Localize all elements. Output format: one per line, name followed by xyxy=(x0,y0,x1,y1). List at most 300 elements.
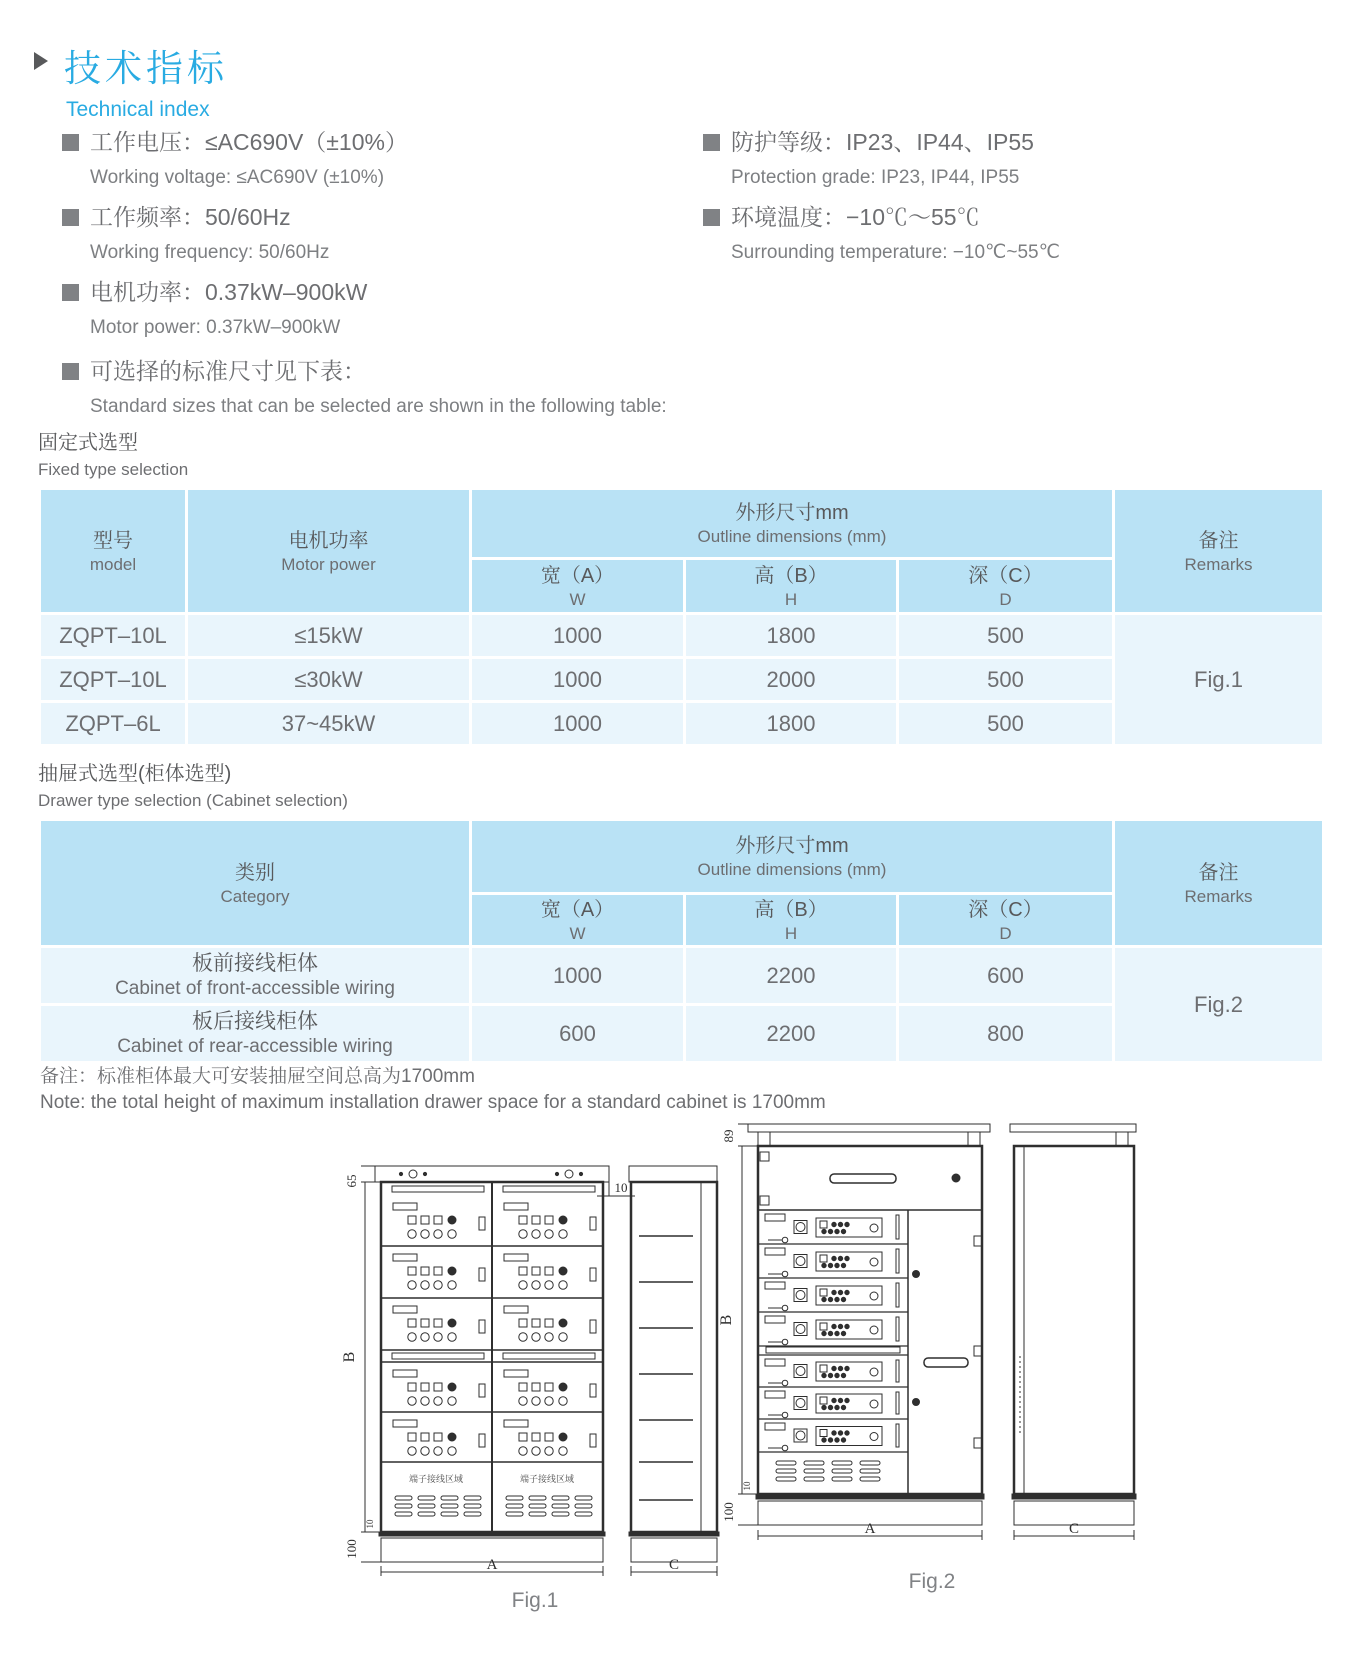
panel-dot xyxy=(828,1438,832,1442)
spec-protection-grade xyxy=(703,128,1323,190)
panel-dial xyxy=(870,1400,878,1408)
panel-dot xyxy=(822,1405,826,1409)
cell-power: ≤30kW xyxy=(187,658,471,702)
vent-slot xyxy=(860,1461,880,1465)
fig2-top-cap xyxy=(748,1124,990,1132)
vent-slot xyxy=(575,1512,592,1516)
vent-slot xyxy=(529,1496,546,1500)
header-en: model xyxy=(89,554,137,574)
drawer-button xyxy=(408,1281,416,1289)
drawer-button xyxy=(519,1216,527,1224)
drawer-lock xyxy=(590,1268,596,1281)
drawer-button xyxy=(408,1397,416,1405)
drawer-button xyxy=(519,1383,527,1391)
fig2-caption: Fig.2 xyxy=(908,1570,956,1593)
fig1-side-body xyxy=(631,1182,717,1532)
drawer-indicator xyxy=(448,1433,456,1441)
drawer-button xyxy=(434,1216,442,1224)
footnote-en: Note: the total height of maximum installation drawer space for a standard cabinet is 1700mm xyxy=(40,1092,826,1113)
bullet-square-icon xyxy=(703,134,720,151)
drawer-button xyxy=(532,1230,540,1238)
drawer-handle xyxy=(766,1347,900,1353)
panel-dot xyxy=(828,1263,832,1267)
col-header-model xyxy=(40,489,187,614)
section-label-en: Drawer type selection (Cabinet selection) xyxy=(38,791,348,810)
drawer-slot xyxy=(896,1283,899,1307)
interlock-knob xyxy=(782,1237,788,1243)
drawer-label-plate xyxy=(393,1370,417,1377)
drawer-label-plate xyxy=(504,1370,528,1377)
drawer-button xyxy=(532,1433,540,1441)
drawer-button xyxy=(532,1383,540,1391)
spec-label-en: Motor power: 0.37kW–900kW xyxy=(90,317,341,338)
bullet-square-icon xyxy=(703,209,720,226)
panel-dot xyxy=(832,1256,836,1260)
panel-dot xyxy=(845,1366,849,1370)
drawer-slot xyxy=(896,1317,899,1341)
drawer-button xyxy=(559,1333,567,1341)
panel-dot xyxy=(822,1331,826,1335)
drawer-label-plate xyxy=(765,1423,785,1430)
drawer-button xyxy=(421,1281,429,1289)
drawer-button xyxy=(421,1383,429,1391)
cell-depth: 600 xyxy=(898,947,1114,1005)
fig2-side-body xyxy=(1014,1146,1134,1494)
drawer-lock xyxy=(590,1217,596,1230)
drawer-button xyxy=(448,1397,456,1405)
interlock-knob xyxy=(782,1305,788,1311)
cell-height: 2200 xyxy=(685,1005,898,1063)
vent-slot xyxy=(776,1477,796,1481)
vent-slot xyxy=(860,1469,880,1473)
panel-dot xyxy=(822,1297,826,1301)
vent-slot xyxy=(529,1512,546,1516)
col-header-width xyxy=(471,894,685,947)
panel-button xyxy=(820,1255,827,1262)
fig1-dim-offset: 10 xyxy=(365,1519,375,1529)
drawer-button xyxy=(519,1433,527,1441)
rotary-switch xyxy=(796,1367,805,1376)
section-label-zh: 固定式选型 xyxy=(38,432,138,454)
panel-button xyxy=(820,1397,827,1404)
panel-dot xyxy=(838,1431,842,1435)
spec-working-voltage xyxy=(62,128,682,190)
panel-dot xyxy=(822,1263,826,1267)
panel-button xyxy=(820,1365,827,1372)
vent-slot xyxy=(506,1512,523,1516)
drawer-button xyxy=(434,1383,442,1391)
panel-dial xyxy=(870,1292,878,1300)
category-zh: 板后接线柜体 xyxy=(192,1010,318,1033)
vent-slot xyxy=(575,1496,592,1500)
fig2-dim-width: A xyxy=(864,1521,876,1537)
drawer-label-plate xyxy=(504,1306,528,1313)
page-title: 技术指标 xyxy=(64,48,228,89)
spec-column-right xyxy=(703,128,1323,278)
drawer-button xyxy=(421,1230,429,1238)
interlock-knob xyxy=(782,1271,788,1277)
fig1-side-cap xyxy=(629,1166,717,1182)
spec-motor-power xyxy=(62,278,682,340)
header-en: H xyxy=(784,589,798,609)
vent-slot xyxy=(552,1504,569,1508)
drawer-handle xyxy=(392,1186,484,1192)
drawer-button xyxy=(408,1267,416,1275)
cell-model: ZQPT–6L xyxy=(40,702,187,746)
cell-power: 37~45kW xyxy=(187,702,471,746)
cell-width: 600 xyxy=(471,1005,685,1063)
fig2-dim-offset: 10 xyxy=(742,1481,752,1491)
panel-dot xyxy=(828,1331,832,1335)
spec-label-zh: 可选择的标准尺寸见下表： xyxy=(90,358,366,384)
drawer-type-section-label xyxy=(38,757,348,811)
header-zh: 深（C） xyxy=(968,564,1043,587)
fig2-dim-depth: C xyxy=(1068,1521,1080,1537)
spec-standard-sizes xyxy=(62,357,682,419)
drawer-indicator xyxy=(559,1216,567,1224)
drawer-label-plate xyxy=(765,1391,785,1398)
panel-dot xyxy=(828,1297,832,1301)
drawer-button xyxy=(421,1333,429,1341)
panel-dot xyxy=(822,1373,826,1377)
header-zh: 备注 xyxy=(1198,529,1239,552)
header-zh: 型号 xyxy=(93,529,133,552)
drawer-button xyxy=(408,1216,416,1224)
vent-slot xyxy=(776,1469,796,1473)
spec-label-zh: 工作频率：50/60Hz xyxy=(90,204,291,230)
cell-width: 1000 xyxy=(471,947,685,1005)
drawer-button xyxy=(421,1267,429,1275)
fig2-top-handle xyxy=(830,1174,896,1183)
drawer-label-plate xyxy=(504,1203,528,1210)
drawer-label-plate xyxy=(765,1359,785,1366)
panel-dial xyxy=(870,1224,878,1232)
drawer-indicator xyxy=(448,1319,456,1327)
drawer-button xyxy=(532,1397,540,1405)
drawer-button xyxy=(545,1383,553,1391)
panel-dot xyxy=(832,1366,836,1370)
header-en: Remarks xyxy=(1184,886,1253,906)
rotary-switch xyxy=(796,1431,805,1440)
panel-dot xyxy=(822,1438,826,1442)
drawer-lock xyxy=(479,1384,485,1397)
spec-ambient-temperature xyxy=(703,203,1323,265)
drawer-type-table xyxy=(38,818,1325,1064)
col-header-outline-dimensions xyxy=(471,489,1114,559)
drawer-label-plate xyxy=(393,1420,417,1427)
vent-slot xyxy=(395,1496,412,1500)
drawer-button xyxy=(408,1383,416,1391)
drawer-button xyxy=(421,1319,429,1327)
interlock-knob xyxy=(782,1445,788,1451)
drawer-button xyxy=(421,1216,429,1224)
header-zh: 高（B） xyxy=(754,898,828,921)
header-en: Outline dimensions (mm) xyxy=(697,527,887,546)
vent-slot xyxy=(832,1461,852,1465)
fig1-dim-height: B xyxy=(341,1351,358,1363)
panel-dot xyxy=(835,1438,839,1442)
drawer-button xyxy=(532,1333,540,1341)
page-header xyxy=(30,38,228,122)
drawer-slot xyxy=(896,1392,899,1414)
drawer-button xyxy=(408,1319,416,1327)
spec-label-zh: 电机功率：0.37kW–900kW xyxy=(90,279,368,305)
drawer-button xyxy=(434,1319,442,1327)
header-en: Remarks xyxy=(1184,554,1253,574)
panel-dial xyxy=(870,1258,878,1266)
drawer-indicator xyxy=(448,1267,456,1275)
vent-slot xyxy=(464,1504,481,1508)
drawer-button xyxy=(421,1447,429,1455)
header-zh: 宽（A） xyxy=(540,564,615,587)
panel-dot xyxy=(832,1324,836,1328)
drawer-button xyxy=(434,1230,442,1238)
vent-slot xyxy=(529,1504,546,1508)
drawer-button xyxy=(559,1230,567,1238)
drawer-lock xyxy=(590,1384,596,1397)
panel-dot xyxy=(828,1405,832,1409)
cell-category xyxy=(40,1005,471,1063)
section-label-zh: 抽屉式选型(柜体选型) xyxy=(38,763,232,785)
spec-label-en: Standard sizes that can be selected are shown in the following table: xyxy=(90,396,667,417)
figure-1 xyxy=(335,1142,735,1613)
cell-depth: 500 xyxy=(898,702,1114,746)
panel-dot xyxy=(838,1366,842,1370)
panel-dot xyxy=(841,1331,845,1335)
header-zh: 电机功率 xyxy=(288,529,369,552)
drawer-slot xyxy=(896,1360,899,1382)
drawer-label-plate xyxy=(765,1282,785,1289)
drawer-button xyxy=(408,1447,416,1455)
drawer-indicator xyxy=(559,1319,567,1327)
drawer-slot xyxy=(896,1215,899,1239)
vent-slot xyxy=(575,1504,592,1508)
header-zh: 外形尺寸mm xyxy=(735,502,849,524)
col-header-height xyxy=(685,559,898,614)
drawer-lock xyxy=(590,1434,596,1447)
drawer-button xyxy=(421,1433,429,1441)
rotary-switch xyxy=(796,1399,805,1408)
panel-dot xyxy=(838,1256,842,1260)
fig2-door-handle xyxy=(924,1358,968,1367)
panel-dot xyxy=(845,1222,849,1226)
drawer-button xyxy=(545,1447,553,1455)
drawer-button xyxy=(532,1447,540,1455)
drawer-button xyxy=(532,1267,540,1275)
drawer-button xyxy=(434,1397,442,1405)
header-en: W xyxy=(569,589,586,609)
header-zh: 宽（A） xyxy=(540,898,615,921)
drawer-button xyxy=(532,1216,540,1224)
fig2-dim-top: 89 xyxy=(721,1129,736,1143)
drawer-label-plate xyxy=(765,1316,785,1323)
panel-dot xyxy=(845,1431,849,1435)
col-header-height xyxy=(685,894,898,947)
drawer-label-plate xyxy=(393,1203,417,1210)
header-zh: 备注 xyxy=(1198,861,1239,884)
panel-dot xyxy=(838,1324,842,1328)
drawer-label-plate xyxy=(765,1214,785,1221)
cell-remarks: Fig.1 xyxy=(1114,614,1324,746)
fig2-dim-height: B xyxy=(718,1314,735,1326)
spec-label-en: Surrounding temperature: −10℃~55℃ xyxy=(731,242,1060,263)
drawer-button xyxy=(532,1281,540,1289)
drawer-button xyxy=(448,1281,456,1289)
spec-label-en: Protection grade: IP23, IP44, IP55 xyxy=(731,167,1020,188)
drawer-button xyxy=(434,1447,442,1455)
panel-dial xyxy=(870,1433,878,1441)
drawer-handle xyxy=(503,1186,595,1192)
rotary-switch xyxy=(796,1257,805,1266)
header-zh: 高（B） xyxy=(754,564,828,587)
header-en: D xyxy=(999,589,1012,609)
vent-slot xyxy=(506,1504,523,1508)
panel-button xyxy=(820,1289,827,1296)
drawer-button xyxy=(545,1267,553,1275)
category-en: Cabinet of rear-accessible wiring xyxy=(117,1036,393,1057)
drawer-indicator xyxy=(448,1216,456,1224)
cell-width: 1000 xyxy=(471,702,685,746)
rotary-switch xyxy=(796,1291,805,1300)
vent-slot xyxy=(464,1496,481,1500)
vent-slot xyxy=(804,1461,824,1465)
bullet-square-icon xyxy=(62,284,79,301)
cell-model: ZQPT–10L xyxy=(40,658,187,702)
vent-slot xyxy=(418,1512,435,1516)
drawer-lock xyxy=(479,1320,485,1333)
drawer-lock xyxy=(479,1434,485,1447)
panel-button xyxy=(820,1323,827,1330)
col-header-outline-dimensions xyxy=(471,820,1114,894)
footnote-zh: 备注：标准柜体最大可安装抽屉空间总高为1700mm xyxy=(40,1066,475,1087)
drawer-button xyxy=(434,1281,442,1289)
panel-dot xyxy=(841,1263,845,1267)
cell-height: 1800 xyxy=(685,614,898,658)
cell-depth: 500 xyxy=(898,658,1114,702)
drawer-label-plate xyxy=(504,1254,528,1261)
panel-dot xyxy=(822,1229,826,1233)
spec-label-zh: 防护等级：IP23、IP44、IP55 xyxy=(731,129,1034,155)
spec-label-zh: 工作电压：≤AC690V（±10%） xyxy=(90,129,408,155)
bullet-square-icon xyxy=(62,209,79,226)
panel-dot xyxy=(835,1331,839,1335)
section-arrow-icon xyxy=(34,52,48,70)
table-row xyxy=(40,614,1324,658)
drawer-label-plate xyxy=(393,1306,417,1313)
panel-dot xyxy=(845,1324,849,1328)
drawer-indicator xyxy=(559,1433,567,1441)
figure-2 xyxy=(712,1106,1152,1594)
bullet-square-icon xyxy=(62,363,79,380)
fig2-dim-plinth: 100 xyxy=(721,1502,736,1522)
drawer-label-plate xyxy=(765,1248,785,1255)
panel-dot xyxy=(838,1290,842,1294)
panel-dot xyxy=(841,1373,845,1377)
col-header-depth xyxy=(898,559,1114,614)
cell-width: 1000 xyxy=(471,658,685,702)
header-en: H xyxy=(784,923,798,943)
col-header-remarks xyxy=(1114,820,1324,947)
cell-height: 2200 xyxy=(685,947,898,1005)
drawer-button xyxy=(408,1433,416,1441)
vent-slot xyxy=(776,1461,796,1465)
panel-dial xyxy=(870,1326,878,1334)
drawer-handle xyxy=(392,1353,484,1359)
vent-slot xyxy=(506,1496,523,1500)
fixed-type-table xyxy=(38,487,1325,747)
fig1-dim-plinth: 100 xyxy=(344,1539,359,1559)
drawer-button xyxy=(434,1333,442,1341)
drawer-slot xyxy=(896,1424,899,1447)
vent-slot xyxy=(441,1504,458,1508)
panel-dot xyxy=(838,1222,842,1226)
drawer-button xyxy=(408,1230,416,1238)
panel-button xyxy=(820,1430,827,1437)
fig1-terminal-label: 端子接线区域 xyxy=(408,1474,464,1484)
drawer-button xyxy=(559,1397,567,1405)
panel-dot xyxy=(841,1438,845,1442)
drawer-button xyxy=(519,1397,527,1405)
drawer-button xyxy=(545,1333,553,1341)
panel-dot xyxy=(841,1297,845,1301)
vent-slot xyxy=(441,1512,458,1516)
panel-dot xyxy=(845,1290,849,1294)
vent-slot xyxy=(418,1496,435,1500)
fig1-terminal-label: 端子接线区域 xyxy=(519,1474,575,1484)
rotary-switch xyxy=(796,1325,805,1334)
vent-slot xyxy=(441,1496,458,1500)
cell-height: 2000 xyxy=(685,658,898,702)
drawer-button xyxy=(545,1216,553,1224)
panel-dot xyxy=(835,1263,839,1267)
panel-dot xyxy=(832,1222,836,1226)
footnote xyxy=(40,1064,826,1116)
drawer-button xyxy=(448,1230,456,1238)
fig1-top-cap xyxy=(375,1166,609,1182)
fig1-dim-top: 65 xyxy=(344,1174,359,1188)
drawer-button xyxy=(448,1333,456,1341)
drawer-label-plate xyxy=(393,1254,417,1261)
drawer-button xyxy=(434,1267,442,1275)
spec-label-en: Working voltage: ≤AC690V (±10%) xyxy=(90,167,385,188)
rotary-switch xyxy=(796,1223,805,1232)
vent-slot xyxy=(552,1512,569,1516)
panel-dot xyxy=(835,1229,839,1233)
drawer-button xyxy=(434,1433,442,1441)
panel-dot xyxy=(835,1373,839,1377)
header-en: Outline dimensions (mm) xyxy=(697,860,887,879)
header-en: D xyxy=(999,923,1012,943)
fig1-caption: Fig.1 xyxy=(511,1589,559,1612)
panel-dot xyxy=(841,1405,845,1409)
fig2-drawer-grid xyxy=(758,1214,908,1481)
drawer-button xyxy=(519,1319,527,1327)
drawer-button xyxy=(519,1333,527,1341)
drawer-lock xyxy=(479,1217,485,1230)
header-en: W xyxy=(569,923,586,943)
panel-dot xyxy=(845,1398,849,1402)
spec-label-zh: 环境温度：−10℃～55℃ xyxy=(731,204,980,230)
category-zh: 板前接线柜体 xyxy=(192,952,318,975)
col-header-motor-power xyxy=(187,489,471,614)
drawer-button xyxy=(545,1397,553,1405)
panel-dot xyxy=(838,1398,842,1402)
drawer-button xyxy=(545,1319,553,1327)
drawer-button xyxy=(519,1281,527,1289)
panel-button xyxy=(820,1221,827,1228)
header-en: Category xyxy=(220,886,290,906)
drawer-indicator xyxy=(448,1383,456,1391)
